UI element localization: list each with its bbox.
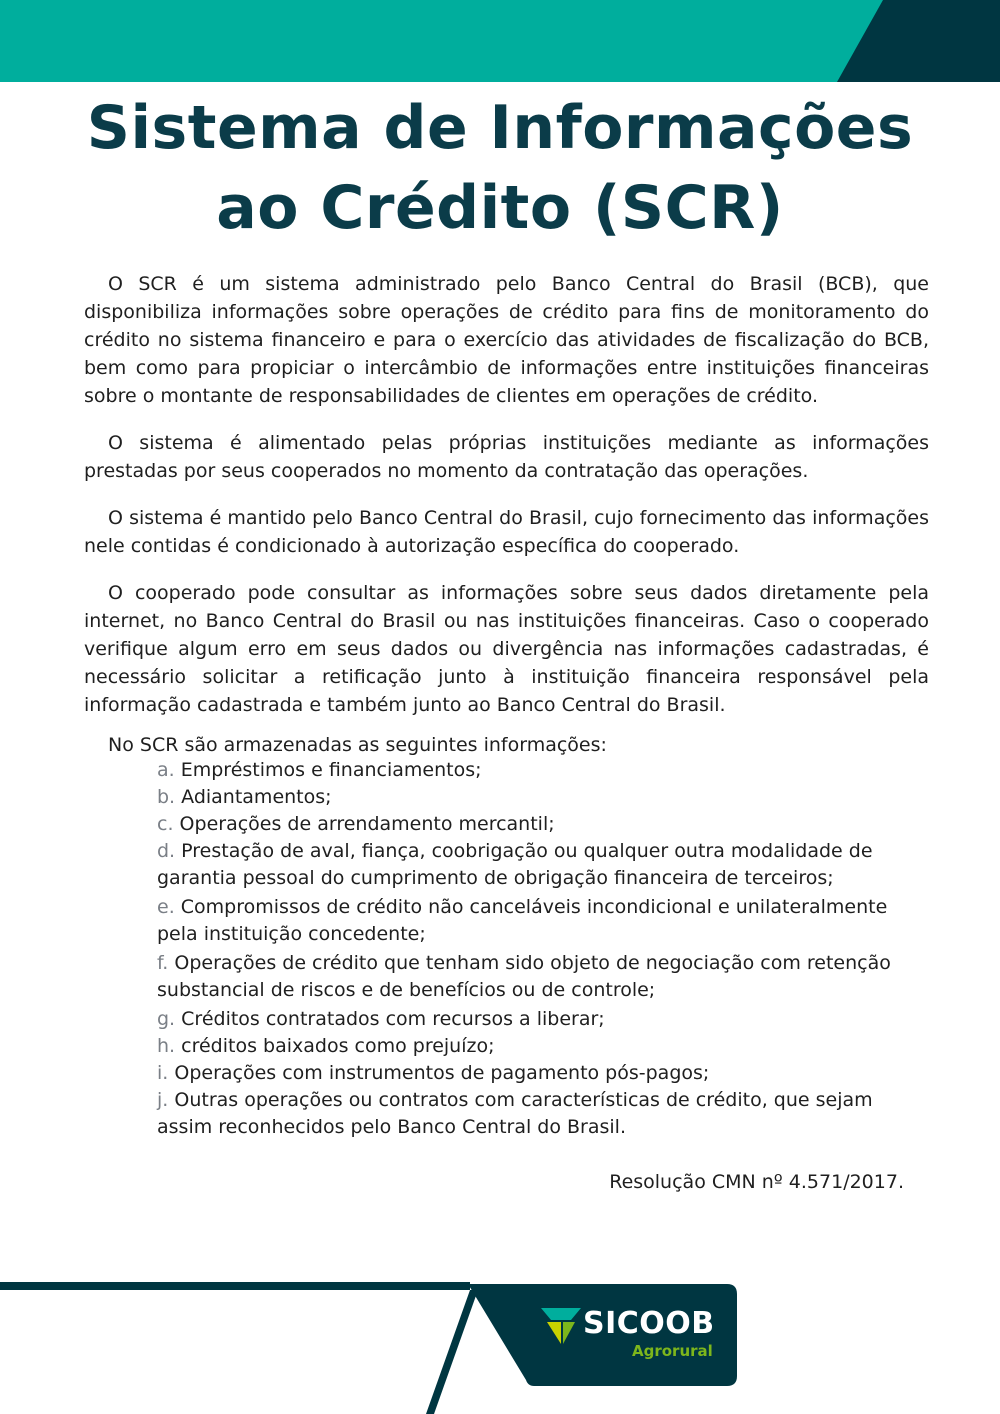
list-item: [157, 1060, 917, 1087]
list-letter: b.: [157, 786, 176, 808]
logo-top-shape: [541, 1308, 581, 1320]
list-letter: d.: [157, 840, 176, 862]
logo-right-shape: [563, 1322, 575, 1344]
footer-diagonal-accent: [426, 1290, 478, 1414]
sicoob-logo-icon: [541, 1306, 581, 1346]
list-item: [157, 1033, 917, 1060]
list-letter: h.: [157, 1035, 176, 1057]
list-item-text: Empréstimos e financiamentos;: [180, 759, 482, 781]
list-item: [157, 811, 917, 838]
list-item-text: Adiantamentos;: [181, 786, 332, 808]
list-item: [157, 838, 917, 892]
list-letter: c.: [157, 813, 174, 835]
list-letter: j.: [157, 1089, 169, 1111]
brand-name: SICOOB: [583, 1306, 715, 1341]
list-letter: f.: [157, 952, 169, 974]
list-item: [157, 950, 917, 1004]
document-body: [84, 270, 929, 1141]
page-title: [0, 88, 1000, 248]
list-letter: a.: [157, 759, 175, 781]
list-item-text: créditos baixados como prejuízo;: [181, 1035, 495, 1057]
legal-citation: Resolução CMN nº 4.571/2017.: [609, 1171, 904, 1193]
list-letter: e.: [157, 896, 175, 918]
list-letter: g.: [157, 1008, 176, 1030]
top-header-band: [0, 0, 1000, 82]
list-item: [157, 1087, 917, 1141]
title-line-1: Sistema de Informações: [86, 93, 914, 163]
list-item-text: Operações de arrendamento mercantil;: [179, 813, 555, 835]
list-item: [157, 784, 917, 811]
paragraph-1: O SCR é um sistema administrado pelo Banco Central do Brasil (BCB), que disponibiliza informações sobre operações de crédito para fins de monitoramento do crédito no sistema financeiro e para o exercício das atividades de fiscalização do BCB, bem como para propiciar o intercâmbio de informações entre instituições financeiras sobre o montante de responsabilidades de clientes em operações de crédito.: [84, 273, 929, 407]
brand-subtitle: Agrorural: [632, 1342, 713, 1360]
footer-rule: [0, 1282, 470, 1290]
list-intro: No SCR são armazenadas as seguintes informações:: [108, 734, 607, 756]
paragraph-2: O sistema é alimentado pelas próprias instituições mediante as informações prestadas por seus cooperados no momento da contratação das operações.: [84, 432, 929, 482]
logo-left-shape: [547, 1322, 561, 1344]
list-item-text: Prestação de aval, fiança, coobrigação ou qualquer outra modalidade de garantia pessoal do cumprimento de obrigação financeira de terceiros;: [157, 840, 873, 889]
paragraph-3: O sistema é mantido pelo Banco Central do Brasil, cujo fornecimento das informações nele contidas é condicionado à autorização específica do cooperado.: [84, 507, 929, 557]
list-item-text: Operações com instrumentos de pagamento pós-pagos;: [174, 1062, 710, 1084]
title-line-2: ao Crédito (SCR): [216, 173, 784, 243]
list-item-text: Operações de crédito que tenham sido objeto de negociação com retenção substancial de riscos e de benefícios ou de controle;: [157, 952, 891, 1001]
list-letter: i.: [157, 1062, 169, 1084]
list-item-text: Compromissos de crédito não canceláveis incondicional e unilateralmente pela instituição concedente;: [157, 896, 888, 945]
list-item: [157, 1006, 917, 1033]
information-list: [157, 757, 917, 1141]
list-item-text: Créditos contratados com recursos a liberar;: [181, 1008, 605, 1030]
list-item-text: Outras operações ou contratos com características de crédito, que sejam assim reconhecidos pelo Banco Central do Brasil.: [157, 1089, 873, 1138]
footer-band: [0, 1276, 1000, 1414]
list-item: [157, 894, 917, 948]
paragraph-4: O cooperado pode consultar as informações sobre seus dados diretamente pela internet, no Banco Central do Brasil ou nas instituições financeiras. Caso o cooperado verifique algum erro em seus dados ou divergência nas informações cadastradas, é necessário solicitar a retificação junto à instituição financeira responsável pela informação cadastrada e também junto ao Banco Central do Brasil.: [84, 582, 929, 716]
list-item: [157, 757, 917, 784]
